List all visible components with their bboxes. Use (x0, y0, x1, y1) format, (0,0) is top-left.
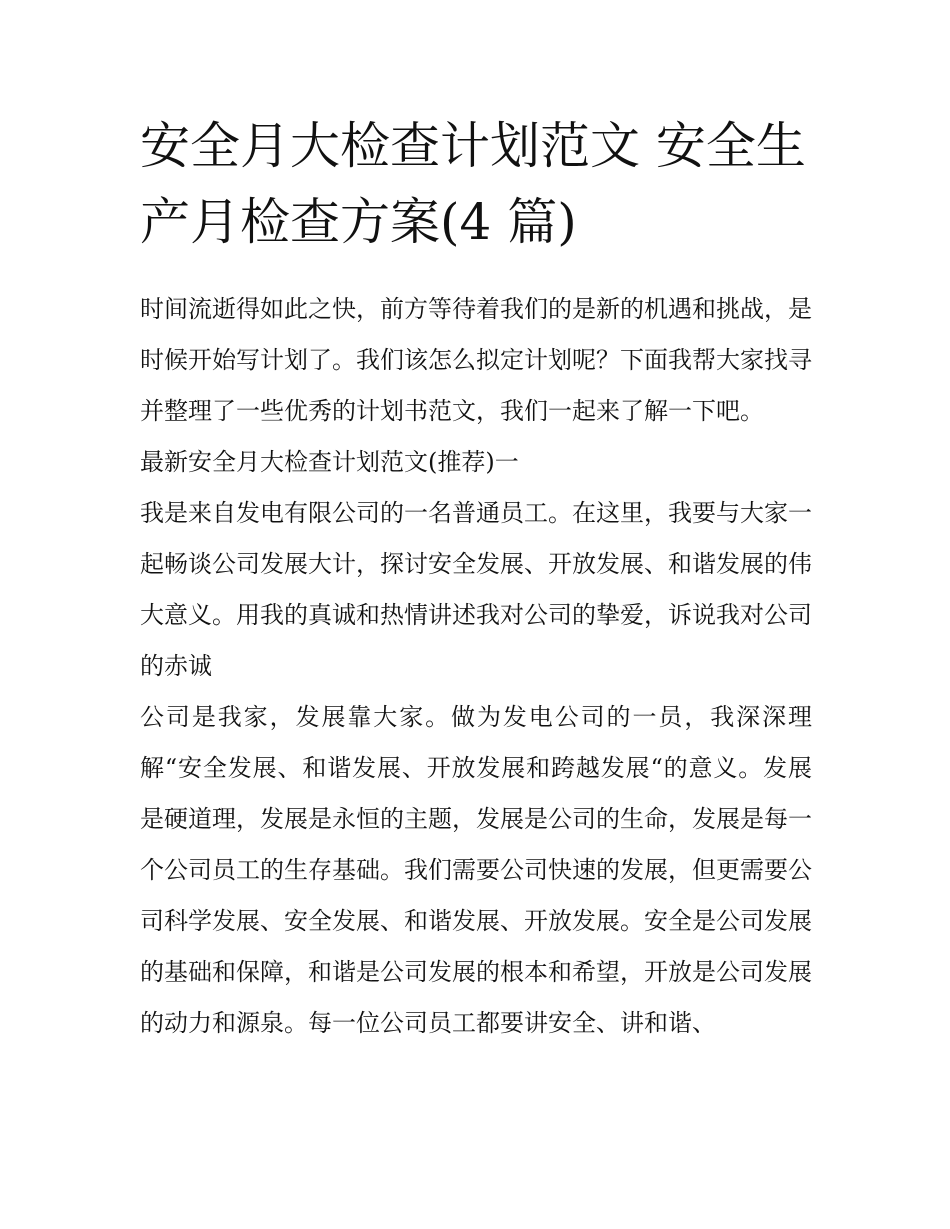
section-heading: 最新安全月大检查计划范文(推荐)一 (140, 448, 519, 476)
body-paragraph: 公司是我家，发展靠大家。做为发电公司的一员，我深深理解“安全发展、和谐发展、开放发展和跨越发展“的意义。发展是硬道理，发展是永恒的主题，发展是公司的生命，发展是每一个公司员工的生存基础。我们需要公司快速的发展，但更需要公司科学发展、安全发展、和谐发展、开放发展。安全是公司发展的基础和保障，和谐是公司发展的根本和希望，开放是公司发展的动力和源泉。每一位公司员工都要讲安全、讲和谐、 (140, 703, 812, 1037)
document-title: 安全月大检查计划范文 安全生产月检查方案(4 篇) (140, 117, 806, 251)
document-page (140, 108, 812, 1049)
document-body (140, 284, 812, 1049)
intro-paragraph: 时间流逝得如此之快，前方等待着我们的是新的机遇和挑战，是时候开始写计划了。我们该怎么拟定计划呢？下面我帮大家找寻并整理了一些优秀的计划书范文，我们一起来了解一下吧。 (140, 295, 812, 425)
body-paragraph: 我是来自发电有限公司的一名普通员工。在这里，我要与大家一起畅谈公司发展大计，探讨安全发展、开放发展、和谐发展的伟大意义。用我的真诚和热情讲述我对公司的挚爱，诉说我对公司的赤诚 (140, 499, 812, 680)
